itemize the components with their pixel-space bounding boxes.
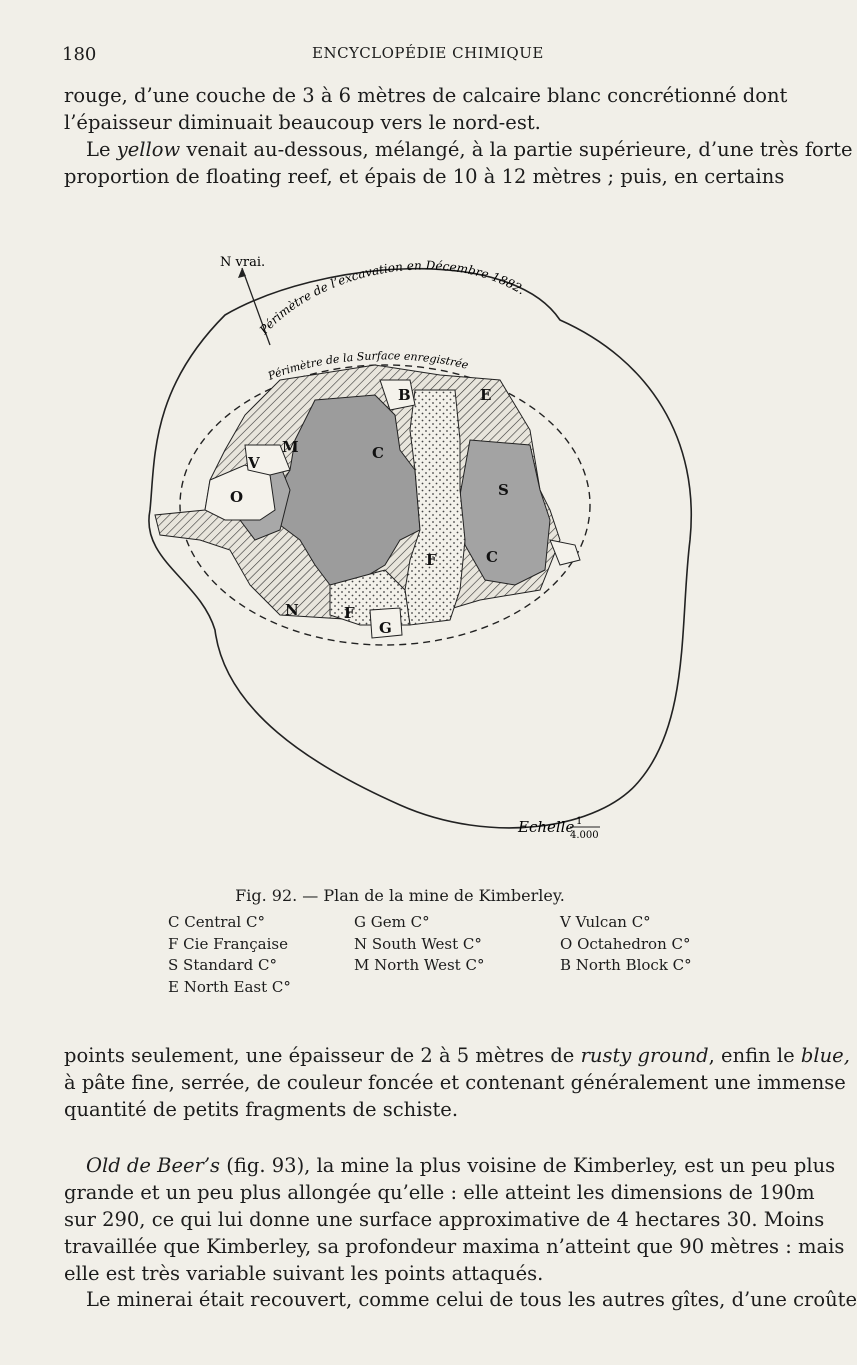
scale-denominator: 4.000	[570, 830, 599, 841]
legend-item: V Vulcan C°	[560, 913, 651, 931]
north-label: N vrai.	[220, 255, 266, 270]
paragraph-top	[64, 82, 788, 136]
text-line: rouge, d’une couche de 3 à 6 mètres de calcaire blanc concrétionné dont	[64, 84, 788, 107]
claim-letter-n: N	[285, 601, 299, 619]
page-header	[62, 44, 760, 74]
claim-letter-f2: F	[344, 604, 355, 622]
legend-column	[354, 912, 484, 977]
text-run: venait au-dessous, mélangé, à la partie supérieure, d’une très forte	[180, 138, 853, 161]
legend-column	[560, 912, 692, 977]
text-line: Le minerai était recouvert, comme celui de tous les autres gîtes, d’une croûte	[86, 1288, 857, 1311]
page-number: 180	[62, 44, 97, 65]
mine-plan-figure	[130, 240, 710, 860]
italic-term: Old de Beer’s	[86, 1154, 221, 1177]
text-line: à pâte fine, serrée, de couleur foncée et contenant généralement une immense	[64, 1071, 846, 1094]
text-run: Le	[86, 138, 117, 161]
legend-item: N South West C°	[354, 934, 482, 953]
white-block-east	[550, 540, 580, 565]
claim-letter-s: S	[498, 481, 509, 499]
text-line: quantité de petits fragments de schiste.	[64, 1098, 459, 1121]
text-line: elle est très variable suivant les points attaqués.	[64, 1262, 544, 1285]
paragraph-yellow	[64, 136, 853, 190]
claim-letter-c: C	[372, 444, 384, 462]
claim-letter-v: V	[248, 454, 260, 472]
claim-letter-e: E	[480, 386, 492, 404]
claim-letter-m: M	[282, 438, 299, 456]
text-line	[64, 1042, 850, 1069]
legend-item: O Octahedron C°	[560, 934, 691, 953]
paragraph-beer	[64, 1152, 845, 1287]
legend-column	[168, 912, 291, 998]
paragraph-rusty	[64, 1042, 850, 1123]
surface-perimeter-label: Périmètre de la Surface enregistrée	[266, 349, 470, 383]
text-line: sur 290, ce qui lui donne une surface approximative de 4 hectares 30. Moins	[64, 1208, 825, 1231]
text-line: proportion de floating reef, et épais de 10 à 12 mètres ; puis, en certains	[64, 165, 785, 188]
text-run: (fig. 93), la mine la plus voisine de Kimberley, est un peu plus	[220, 1154, 836, 1177]
legend-item: S Standard C°	[168, 956, 278, 974]
legend-item: F Cie Française	[168, 934, 288, 953]
text-line	[64, 136, 853, 163]
legend-item: C Central C°	[168, 913, 265, 931]
text-line	[64, 1152, 836, 1179]
claim-letter-c2: C	[486, 548, 498, 566]
text-run: points seulement, une épaisseur de 2 à 5 mètres de	[64, 1044, 581, 1067]
scale-label: Echelle	[518, 818, 575, 836]
claim-letter-b: B	[398, 386, 411, 404]
legend-item: E North East C°	[168, 977, 291, 996]
claim-letter-o: O	[230, 488, 244, 506]
scale-numerator: 1	[576, 816, 583, 827]
text-run: , enfin le	[708, 1044, 801, 1067]
mine-plan-drawing	[130, 240, 710, 860]
text-line: travaillée que Kimberley, sa profondeur maxima n’atteint que 90 mètres : mais	[64, 1235, 845, 1258]
legend-item: M North West C°	[354, 956, 485, 974]
italic-term: yellow	[116, 138, 181, 161]
italic-term: rusty ground	[580, 1044, 709, 1067]
text-line: l’épaisseur diminuait beaucoup vers le nord-est.	[64, 111, 541, 134]
legend-item: G Gem C°	[354, 913, 430, 931]
claim-letter-f: F	[426, 551, 437, 569]
paragraph-minerai	[64, 1286, 857, 1313]
legend-item: B North Block C°	[560, 956, 692, 974]
claim-letter-g: G	[379, 619, 392, 637]
text-line: grande et un peu plus allongée qu’elle : elle atteint les dimensions de 190m	[64, 1181, 815, 1204]
excavation-perimeter-label: Périmètre de l’excavation en Décembre 1882.	[256, 258, 528, 338]
running-title: ENCYCLOPÉDIE CHIMIQUE	[312, 44, 544, 62]
italic-term: blue,	[800, 1044, 850, 1067]
figure-caption: Fig. 92. — Plan de la mine de Kimberley.	[235, 886, 565, 905]
